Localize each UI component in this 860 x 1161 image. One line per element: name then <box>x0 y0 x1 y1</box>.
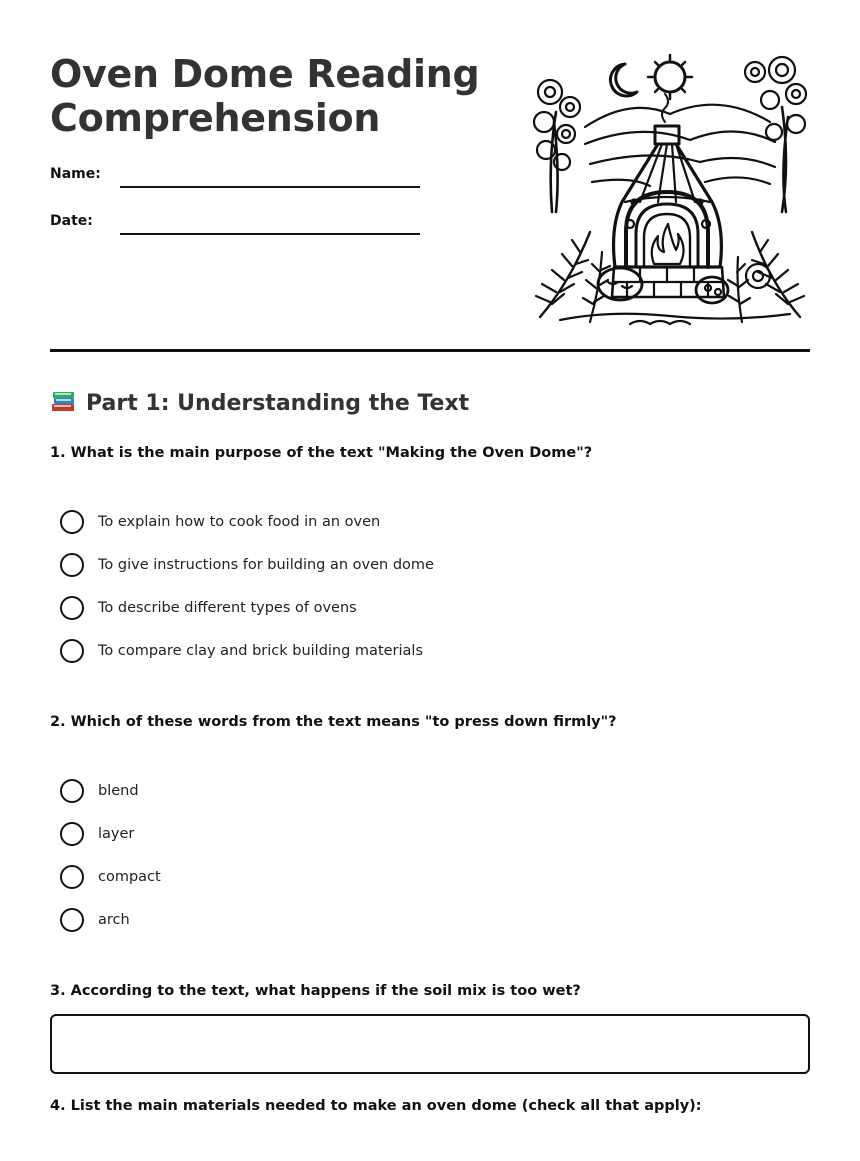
option-label: arch <box>98 912 130 928</box>
question-1: 1. What is the main purpose of the text "Making the Oven Dome"? <box>50 445 593 461</box>
radio-button[interactable] <box>60 865 84 889</box>
page-title: Oven Dome Reading Comprehension <box>50 52 480 140</box>
q2-option-3[interactable] <box>60 865 161 889</box>
date-label: Date: <box>50 213 93 229</box>
radio-button[interactable] <box>60 822 84 846</box>
radio-button[interactable] <box>60 510 84 534</box>
books-icon <box>50 389 78 413</box>
option-label: To explain how to cook food in an oven <box>98 514 381 530</box>
question-2: 2. Which of these words from the text means "to press down firmly"? <box>50 714 617 730</box>
name-field[interactable] <box>120 186 420 188</box>
q1-option-1[interactable] <box>60 510 380 534</box>
radio-button[interactable] <box>60 553 84 577</box>
question-3: 3. According to the text, what happens if the soil mix is too wet? <box>50 983 581 999</box>
option-label: compact <box>98 869 161 885</box>
option-label: layer <box>98 826 135 842</box>
part1-heading <box>50 389 469 419</box>
option-label: To describe different types of ovens <box>98 600 357 616</box>
q2-option-1[interactable] <box>60 779 139 803</box>
radio-button[interactable] <box>60 639 84 663</box>
option-label: blend <box>98 783 139 799</box>
radio-button[interactable] <box>60 596 84 620</box>
radio-button[interactable] <box>60 779 84 803</box>
q3-answer-box[interactable] <box>50 1014 810 1074</box>
name-label: Name: <box>50 166 101 182</box>
option-label: To give instructions for building an oven dome <box>98 557 434 573</box>
clay-oven-illustration <box>530 52 810 327</box>
date-field[interactable] <box>120 233 420 235</box>
q1-option-4[interactable] <box>60 639 423 663</box>
q2-option-4[interactable] <box>60 908 130 932</box>
question-4: 4. List the main materials needed to make an oven dome (check all that apply): <box>50 1098 702 1114</box>
q1-option-3[interactable] <box>60 596 357 620</box>
option-label: To compare clay and brick building materials <box>98 643 424 659</box>
radio-button[interactable] <box>60 908 84 932</box>
q2-option-2[interactable] <box>60 822 134 846</box>
header-divider <box>50 349 810 352</box>
q1-option-2[interactable] <box>60 553 434 577</box>
part1-title: Part 1: Understanding the Text <box>86 391 470 416</box>
